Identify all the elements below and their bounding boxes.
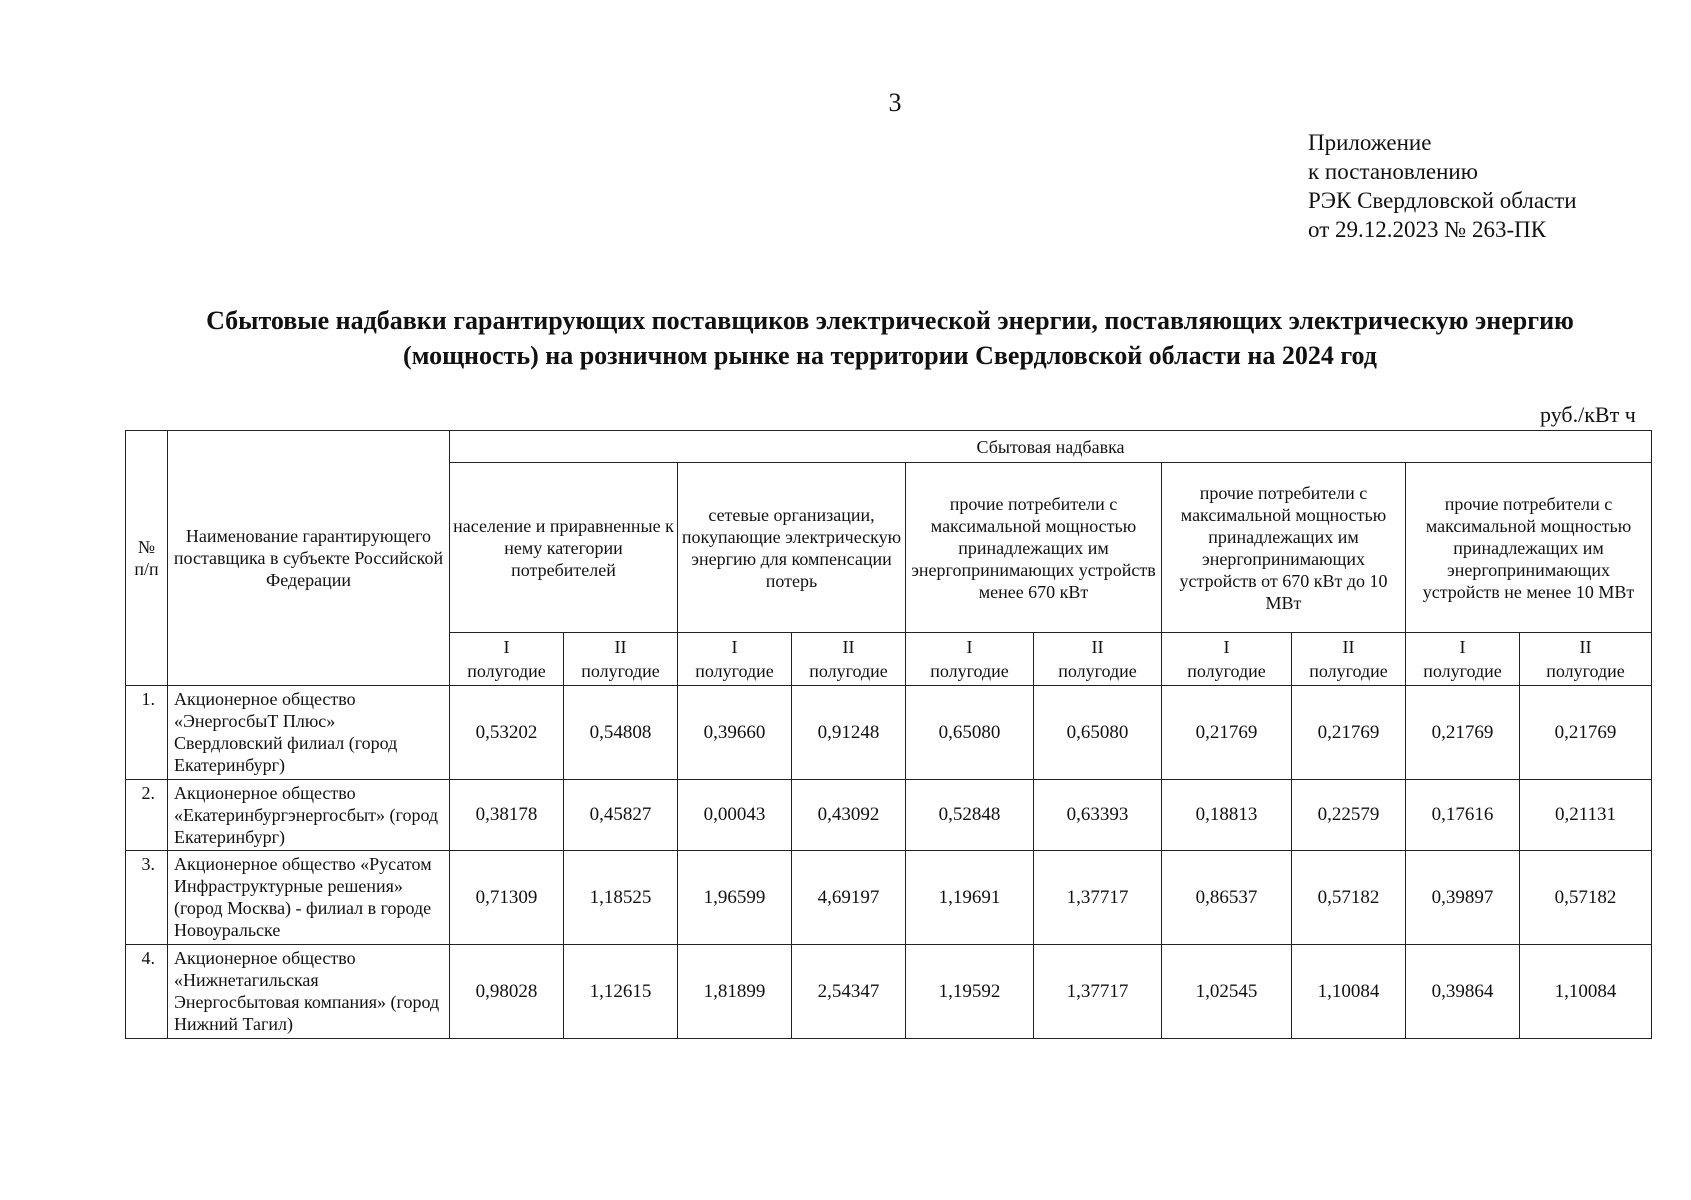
value-cell: 0,86537 (1162, 851, 1292, 945)
header-half-2: II полугодие (1034, 633, 1162, 686)
header-category: прочие потребители с максимальной мощностью принадлежащих им энергопринимающих устройств не менее 10 МВт (1406, 463, 1652, 633)
value-cell: 0,52848 (906, 780, 1034, 851)
header-category: население и приравненные к нему категории потребителей (450, 463, 678, 633)
value-cell: 0,18813 (1162, 780, 1292, 851)
value-cell: 0,38178 (450, 780, 564, 851)
header-half-1: I полугодие (1162, 633, 1292, 686)
value-cell: 0,21769 (1406, 686, 1520, 780)
table-row (126, 686, 1652, 780)
value-cell: 0,65080 (1034, 686, 1162, 780)
value-cell: 0,21769 (1292, 686, 1406, 780)
row-number: 2. (126, 780, 168, 851)
supplier-name: Акционерное общество «Екатеринбургэнергосбыт» (город Екатеринбург) (168, 780, 450, 851)
value-cell: 0,21131 (1520, 780, 1652, 851)
appendix-line: от 29.12.2023 № 263-ПК (1308, 217, 1547, 242)
value-cell: 0,91248 (792, 686, 906, 780)
value-cell: 0,17616 (1406, 780, 1520, 851)
value-cell: 0,22579 (1292, 780, 1406, 851)
value-cell: 0,57182 (1520, 851, 1652, 945)
units-label: руб./кВт ч (1540, 402, 1636, 427)
header-num: № п/п (126, 431, 168, 686)
header-half-2: II полугодие (564, 633, 678, 686)
value-cell: 0,63393 (1034, 780, 1162, 851)
value-cell: 0,98028 (450, 945, 564, 1039)
value-cell: 2,54347 (792, 945, 906, 1039)
value-cell: 1,96599 (678, 851, 792, 945)
supplier-name: Акционерное общество «Нижнетагильская Энергосбытовая компания» (город Нижний Тагил) (168, 945, 450, 1039)
value-cell: 1,18525 (564, 851, 678, 945)
page-number: 3 (888, 88, 902, 117)
appendix-line: РЭК Свердловской области (1308, 188, 1577, 213)
header-category: прочие потребители с максимальной мощностью принадлежащих им энергопринимающих устройств менее 670 кВт (906, 463, 1162, 633)
rates-table (125, 430, 1652, 1039)
value-cell: 1,81899 (678, 945, 792, 1039)
title-line: Сбытовые надбавки гарантирующих поставщиков электрической энергии, поставляющих электрическую энергию (206, 306, 1574, 335)
row-number: 1. (126, 686, 168, 780)
header-half-1: I полугодие (678, 633, 792, 686)
value-cell: 0,57182 (1292, 851, 1406, 945)
supplier-name: Акционерное общество «ЭнергосбыТ Плюс» Свердловский филиал (город Екатеринбург) (168, 686, 450, 780)
value-cell: 1,37717 (1034, 851, 1162, 945)
appendix-line: Приложение (1308, 130, 1432, 155)
row-number: 4. (126, 945, 168, 1039)
value-cell: 0,65080 (906, 686, 1034, 780)
value-cell: 0,39660 (678, 686, 792, 780)
row-number: 3. (126, 851, 168, 945)
title-line: (мощность) на розничном рынке на территории Свердловской области на 2024 год (403, 341, 1377, 370)
value-cell: 1,19691 (906, 851, 1034, 945)
value-cell: 0,54808 (564, 686, 678, 780)
value-cell: 0,53202 (450, 686, 564, 780)
document-title (120, 303, 1660, 373)
header-half-1: I полугодие (1406, 633, 1520, 686)
header-category: сетевые организации, покупающие электрическую энергию для компенсации потерь (678, 463, 906, 633)
header-half-2: II полугодие (1520, 633, 1652, 686)
value-cell: 1,37717 (1034, 945, 1162, 1039)
appendix-block (1308, 128, 1577, 244)
value-cell: 1,10084 (1520, 945, 1652, 1039)
header-half-1: I полугодие (450, 633, 564, 686)
value-cell: 0,39897 (1406, 851, 1520, 945)
header-name: Наименование гарантирующего поставщика в субъекте Российской Федерации (168, 431, 450, 686)
value-cell: 1,02545 (1162, 945, 1292, 1039)
table-row (126, 945, 1652, 1039)
appendix-line: к постановлению (1308, 159, 1478, 184)
value-cell: 0,43092 (792, 780, 906, 851)
value-cell: 1,10084 (1292, 945, 1406, 1039)
table-row (126, 851, 1652, 945)
value-cell: 0,39864 (1406, 945, 1520, 1039)
header-half-2: II полугодие (792, 633, 906, 686)
value-cell: 0,00043 (678, 780, 792, 851)
header-group: Сбытовая надбавка (450, 431, 1652, 463)
header-half-2: II полугодие (1292, 633, 1406, 686)
value-cell: 1,19592 (906, 945, 1034, 1039)
header-half-1: I полугодие (906, 633, 1034, 686)
value-cell: 0,45827 (564, 780, 678, 851)
value-cell: 1,12615 (564, 945, 678, 1039)
table-row (126, 780, 1652, 851)
value-cell: 0,21769 (1520, 686, 1652, 780)
value-cell: 4,69197 (792, 851, 906, 945)
header-category: прочие потребители с максимальной мощностью принадлежащих им энергопринимающих устройств от 670 кВт до 10 МВт (1162, 463, 1406, 633)
supplier-name: Акционерное общество «Русатом Инфраструктурные решения» (город Москва) - филиал в городе Новоуральске (168, 851, 450, 945)
value-cell: 0,71309 (450, 851, 564, 945)
value-cell: 0,21769 (1162, 686, 1292, 780)
